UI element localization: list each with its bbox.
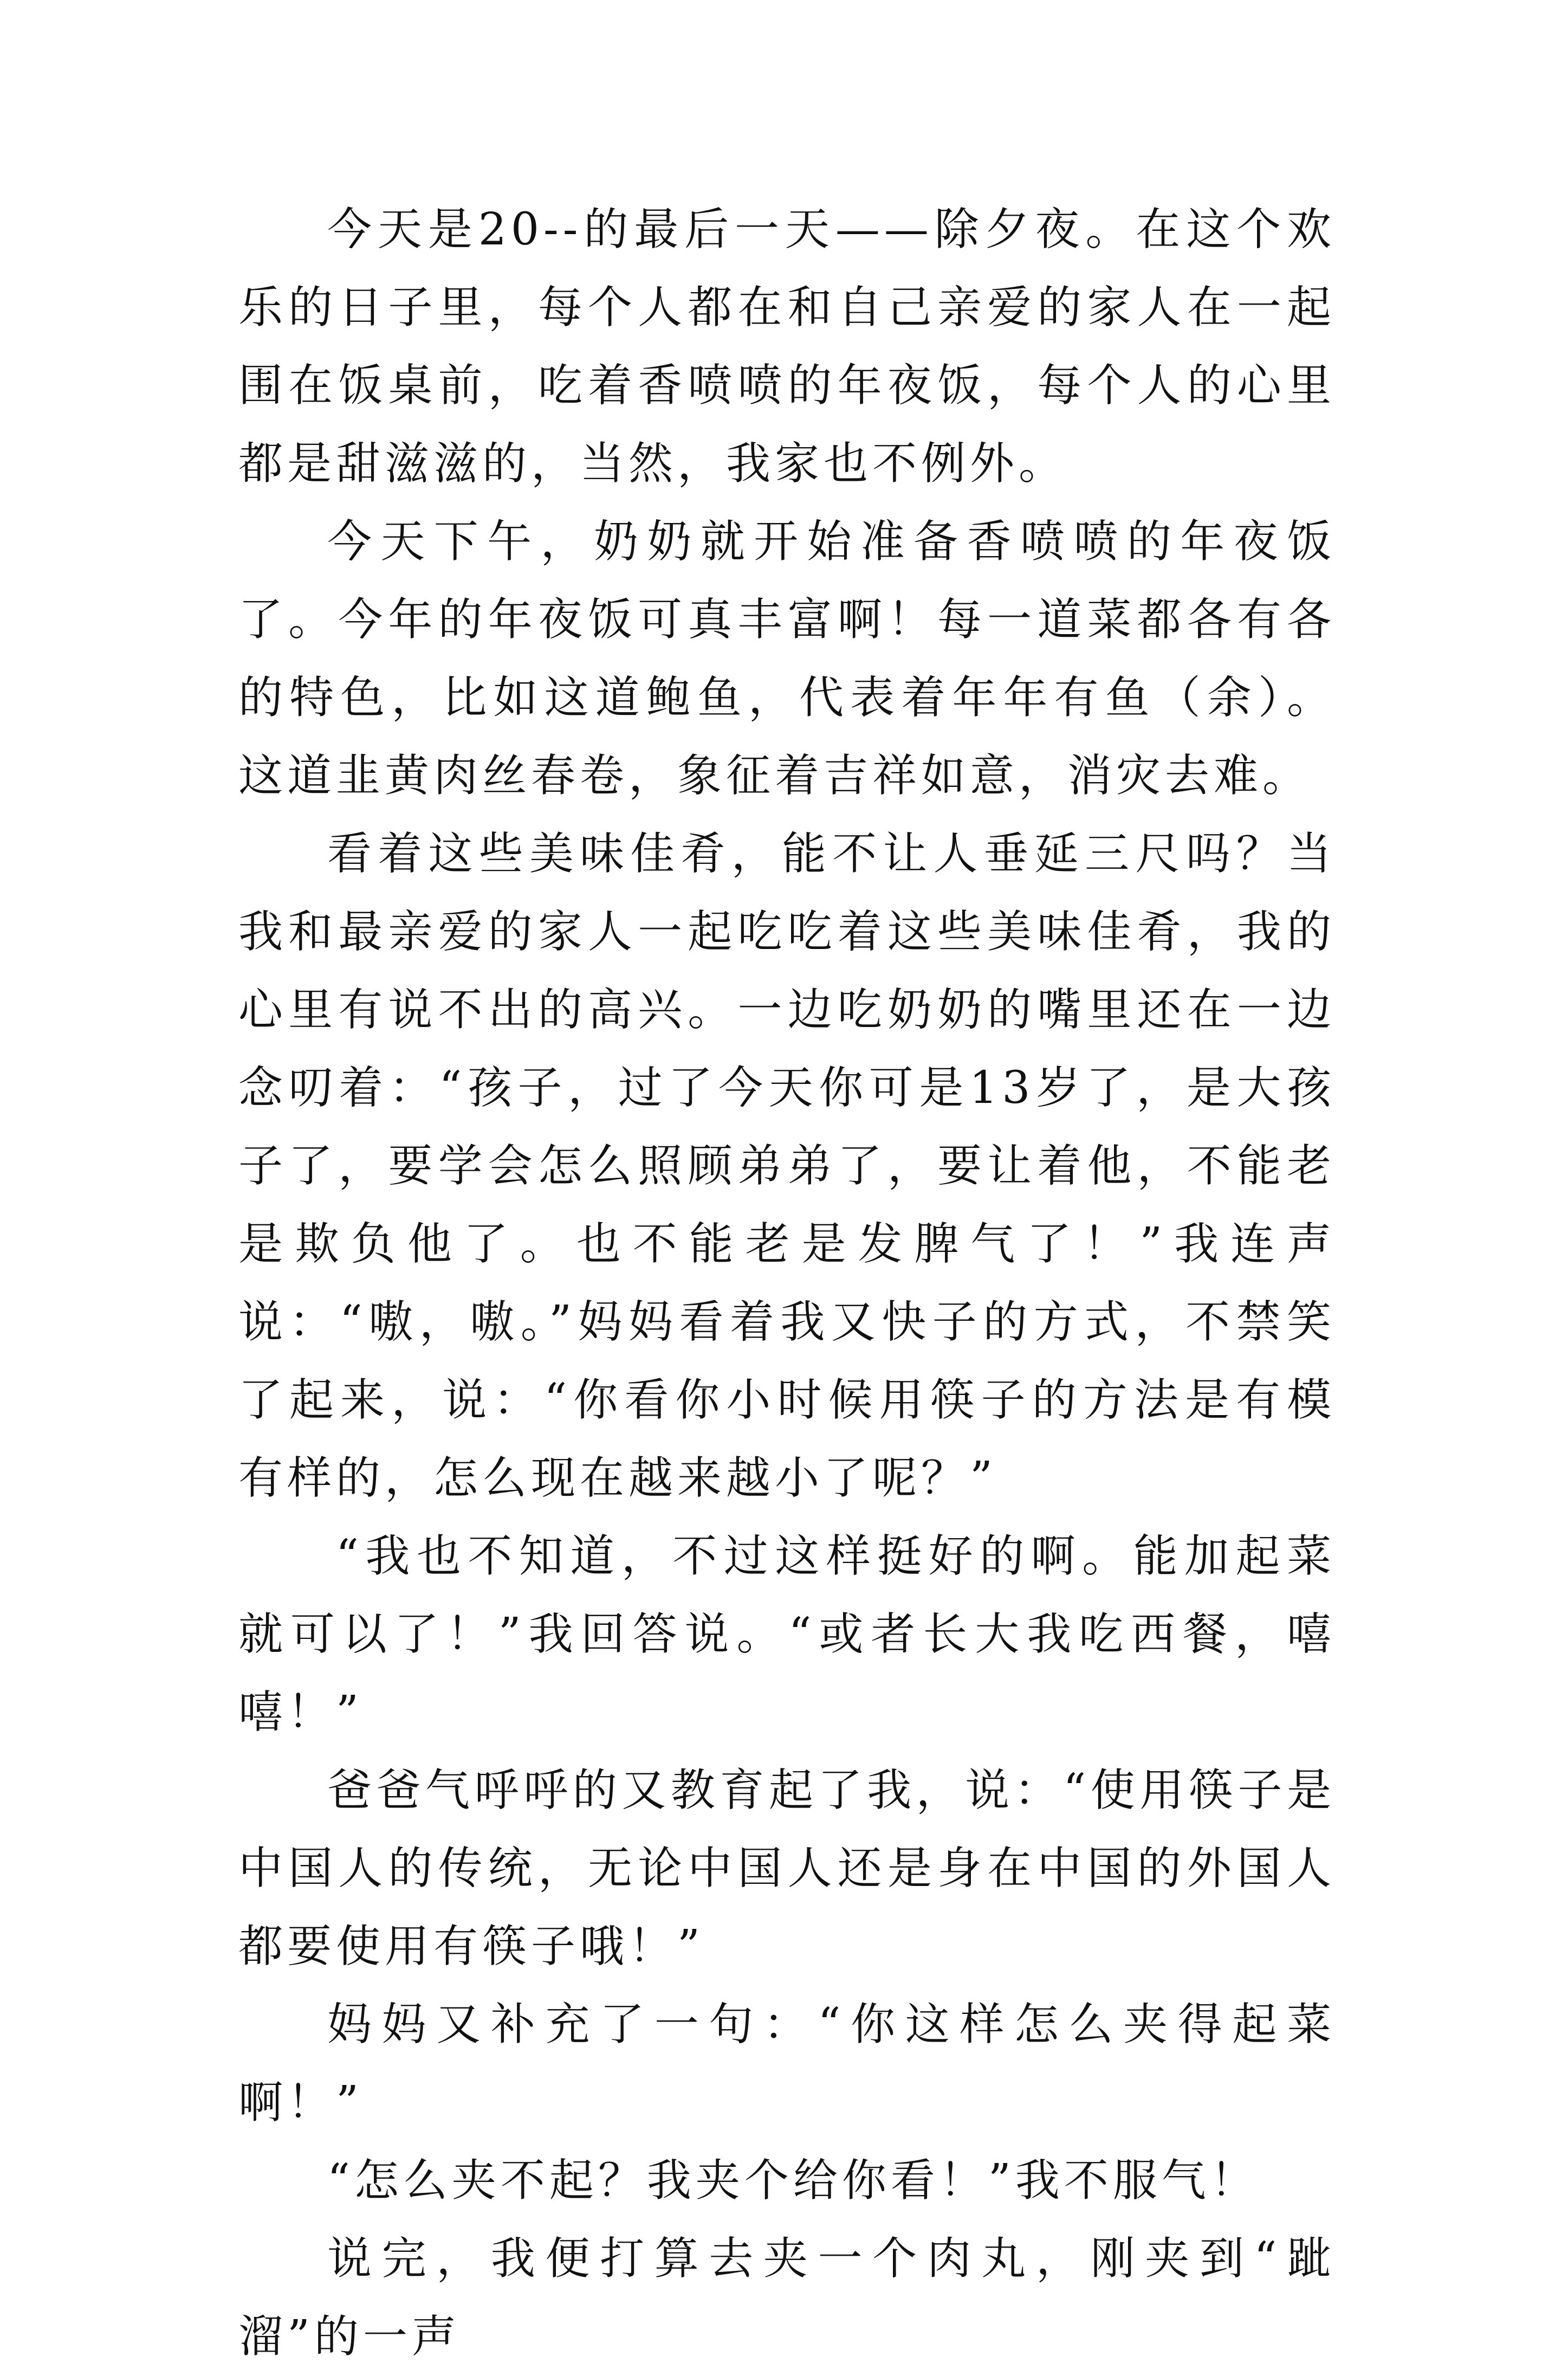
document-body <box>238 191 1336 2376</box>
paragraph-3: 看着这些美味佳肴，能不让人垂延三尺吗？当我和最亲爱的家人一起吃吃着这些美味佳肴，我的心里有说不出的高兴。一边吃奶奶的嘴里还在一边念叨着：“孩子，过了今天你可是13岁了，是大孩子了，要学会怎么照顾弟弟了，要让着他，不能老是欺负他了。也不能老是发脾气了！”我连声说：“嗷，嗷。”妈妈看着我又快子的方式，不禁笑了起来，说：“你看你小时候用筷子的方法是有模有样的，怎么现在越来越小了呢？” <box>238 828 1336 1504</box>
paragraph-8: 说完，我便打算去夹一个肉丸，刚夹到“跐溜”的一声 <box>238 2233 1336 2362</box>
paragraph-1: 今天是20--的最后一天——除夕夜。在这个欢乐的日子里，每个人都在和自己亲爱的家人在一起围在饭桌前，吃着香喷喷的年夜饭，每个人的心里都是甜滋滋的，当然，我家也不例外。 <box>238 204 1336 489</box>
paragraph-6: 妈妈又补充了一句：“你这样怎么夹得起菜啊！” <box>238 1999 1336 2128</box>
paragraph-4: “我也不知道，不过这样挺好的啊。能加起菜就可以了！”我回答说。“或者长大我吃西餐，嘻嘻！” <box>238 1531 1336 1738</box>
paragraph-2: 今天下午，奶奶就开始准备香喷喷的年夜饭了。今年的年夜饭可真丰富啊！每一道菜都各有各的特色，比如这道鲍鱼，代表着年年有鱼（余）。这道韭黄肉丝春卷，象征着吉祥如意，消灾去难。 <box>238 516 1336 802</box>
paragraph-5: 爸爸气呼呼的又教育起了我，说：“使用筷子是中国人的传统，无论中国人还是身在中国的外国人都要使用有筷子哦！” <box>238 1765 1336 1972</box>
paragraph-7: “怎么夹不起？我夹个给你看！”我不服气！ <box>327 2155 1259 2206</box>
